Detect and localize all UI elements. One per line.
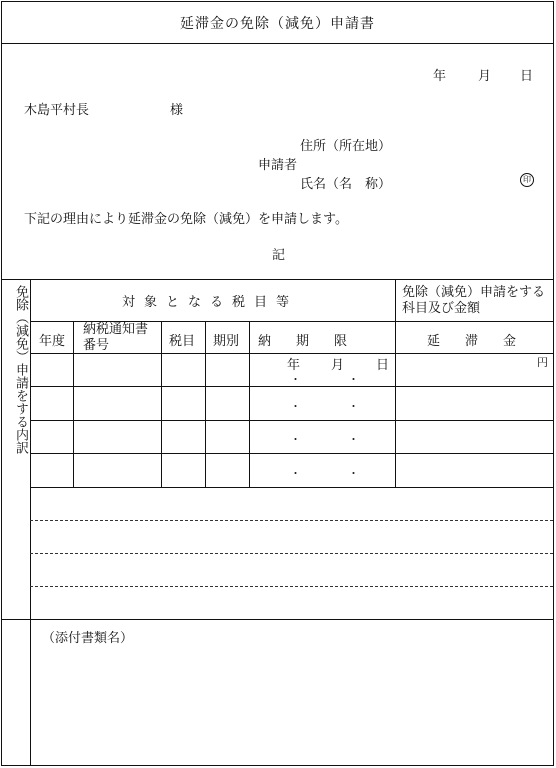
row2-sep-b: ・ — [348, 400, 359, 413]
applicant-label: 申請者 — [258, 158, 298, 173]
reason-line-2 — [30, 553, 553, 554]
col-penalty: 延 滞 金 — [427, 334, 523, 349]
application-form — [1, 1, 554, 766]
col-divider-1 — [73, 321, 74, 487]
row1-day-unit: 日 — [376, 358, 390, 373]
col-tax-item: 税目 — [169, 334, 196, 349]
address-label: 住所（所在地） — [300, 139, 392, 154]
date-month-label: 月 — [478, 69, 492, 84]
row4-sep-a: ・ — [290, 467, 301, 480]
row1-year-unit: 年 — [287, 358, 301, 373]
row1-sep-a: ・ — [290, 373, 301, 386]
col-divider-4 — [249, 321, 250, 487]
row-divider-2 — [30, 420, 553, 421]
row-divider-4 — [30, 487, 553, 488]
col-year: 年度 — [39, 334, 66, 349]
name-label: 氏名（名 称） — [300, 177, 392, 192]
col-period: 期別 — [213, 334, 240, 349]
tax-items-header: 対象となる税目等 — [122, 295, 299, 310]
reason-line-1 — [30, 520, 553, 521]
date-day-label: 日 — [520, 69, 534, 84]
table-top-border — [2, 279, 553, 280]
col-notice-no: 納税通知書番号 — [83, 322, 149, 353]
row1-yen-unit: 円 — [537, 356, 548, 369]
request-statement: 下記の理由により延滞金の免除（減免）を申請します。 — [24, 212, 348, 227]
side-label: 免除（減免）申請をする内訳 — [13, 285, 28, 454]
col-divider-2 — [161, 321, 162, 487]
amount-column-divider — [395, 279, 396, 487]
row1-month-unit: 月 — [331, 358, 345, 373]
row-divider-3 — [30, 453, 553, 454]
side-column-divider — [30, 279, 31, 619]
addressee: 木島平村長 — [24, 103, 90, 118]
row4-sep-b: ・ — [348, 467, 359, 480]
attachments-label: （添付書類名） — [42, 631, 134, 646]
date-year-label: 年 — [433, 69, 447, 84]
col-divider-3 — [205, 321, 206, 487]
col-due-date: 納 期 限 — [258, 334, 354, 349]
ki-heading: 記 — [272, 248, 286, 263]
row3-sep-a: ・ — [290, 433, 301, 446]
seal-mark: 印 — [520, 173, 534, 187]
reason-line-3 — [30, 586, 553, 587]
amount-header: 免除（減免）申請をする科目及び金額 — [402, 285, 546, 316]
row3-sep-b: ・ — [348, 433, 359, 446]
attachments-divider — [2, 619, 553, 620]
honorific: 様 — [170, 103, 184, 118]
row1-sep-b: ・ — [348, 373, 359, 386]
form-title: 延滞金の免除（減免）申請書 — [2, 2, 553, 44]
row2-sep-a: ・ — [290, 400, 301, 413]
attachments-side-divider — [30, 619, 31, 765]
